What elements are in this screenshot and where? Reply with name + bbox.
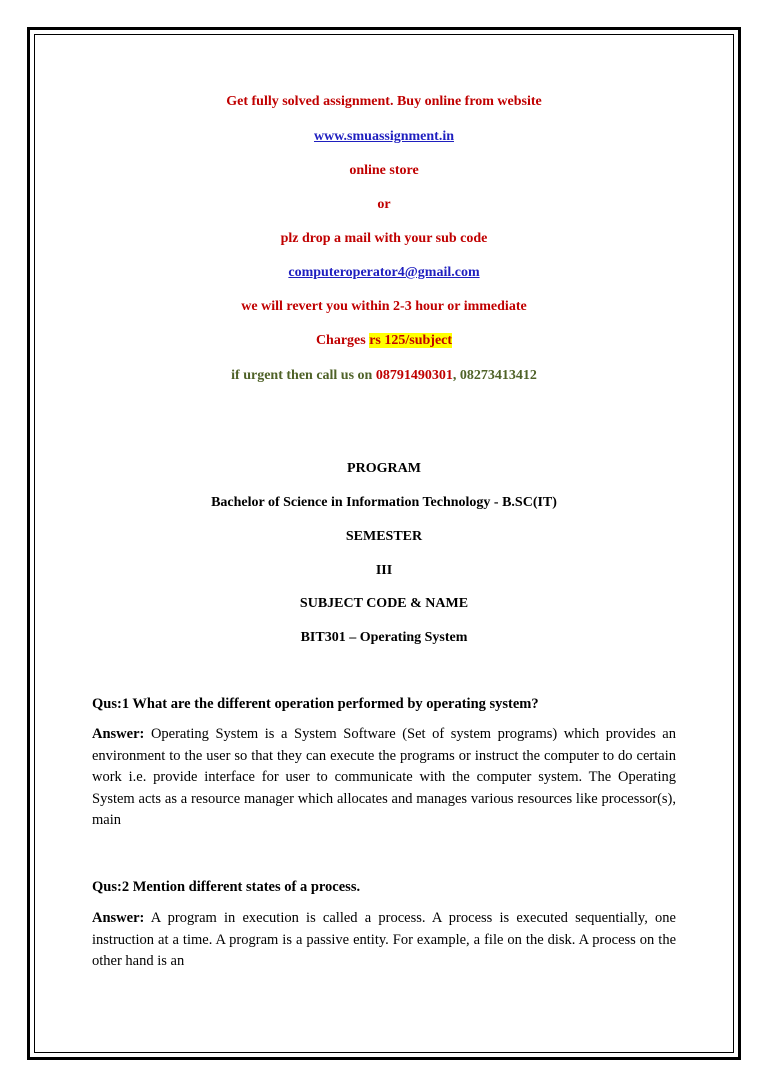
phone-separator: , xyxy=(452,368,457,383)
question-2-title: Qus:2 Mention different states of a process. xyxy=(92,879,361,895)
answer-1-text: Operating System is a System Software (Set of system programs) which provides an environment to the user so that they can execute the programs or instruct the computer to do certain work i.e. provide interface for user to communicate with the computer system. The Operating System acts as a resource manager which allocates and manages various resources like processor(s), main xyxy=(92,726,676,829)
revert-text: we will revert you within 2-3 hour or immediate xyxy=(241,299,527,314)
subject-label: SUBJECT CODE & NAME xyxy=(299,596,469,611)
urgent-row xyxy=(90,367,678,385)
semester-value: III xyxy=(375,563,393,578)
question-1-title: Qus:1 What are the different operation performed by operating system? xyxy=(92,696,539,712)
urgent-label: if urgent then call us on xyxy=(231,368,373,383)
online-store-text: online store xyxy=(349,163,419,178)
email-link-row xyxy=(90,264,678,282)
semester-label: SEMESTER xyxy=(345,529,423,544)
phone-number-1: 08791490301 xyxy=(375,368,453,383)
charges-row xyxy=(90,332,678,350)
answer-2-label: Answer: xyxy=(92,910,145,926)
mail-instruction: plz drop a mail with your sub code xyxy=(280,231,488,246)
question-2-answer xyxy=(92,908,676,973)
website-link[interactable]: www.smuassignment.in xyxy=(313,129,455,144)
answer-2-text: A program in execution is called a process. A process is executed sequentially, one instruction at a time. A program is a passive entity. For example, a file on the disk. A process on the other hand is an xyxy=(92,910,676,970)
program-label: PROGRAM xyxy=(347,461,421,476)
subject-value: BIT301 – Operating System xyxy=(300,630,468,645)
or-text: or xyxy=(377,197,391,212)
answer-1-label: Answer: xyxy=(92,726,145,742)
charges-label: Charges xyxy=(315,333,366,348)
phone-number-2: 08273413412 xyxy=(459,368,537,383)
program-value: Bachelor of Science in Information Technology - B.SC(IT) xyxy=(211,495,557,510)
promo-heading: Get fully solved assignment. Buy online from website xyxy=(226,94,542,109)
email-link[interactable]: computeroperator4@gmail.com xyxy=(288,265,480,280)
website-link-row xyxy=(90,128,678,146)
question-1-answer xyxy=(92,724,676,832)
charges-value: rs 125/subject xyxy=(369,333,453,348)
